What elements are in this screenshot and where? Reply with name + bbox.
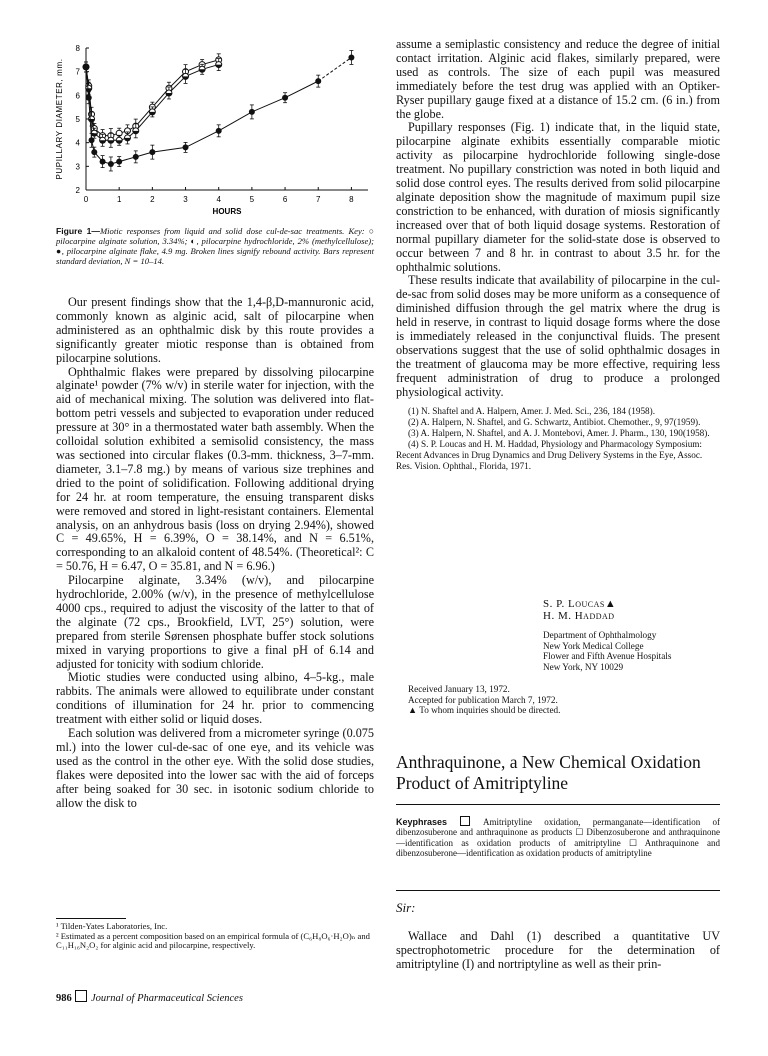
paragraph: assume a semiplastic consistency and reduce the degree of initial contact irritation. Alginic acid flakes, similarly prepared, were used as controls. The size of each pupil was measured immediately before the test drug was applied with an Optiker-Ryser pupillary gauge fixed at a distance of 15.2 cm. (6 in.) from the globe. (396, 37, 720, 121)
paragraph: These results indicate that availability of pilocarpine in the cul-de-sac from solid doses may be more uniform as a consequence of diminished diffusion through the gel matrix where the drug is held in reserve, in contrast to liquid dosage forms where the dose is immediately released in the conjunctival fluids. The present observations suggest that the use of solid ophthalmic dosages in the treatment of glaucoma may be more effective, requiring less frequent administration of drug to produce a prolonged physiological activity. (396, 273, 720, 399)
paragraph: Each solution was delivered from a micrometer syringe (0.075 ml.) into the lower cul-de-sac of one eye, and its vehicle was used as the control in the other eye. With the solid dose studies, flakes were deposited into the lower sac with the aid of forceps after being soaked for 30 sec. in isotonic sodium chloride to allow the disk to (56, 726, 374, 810)
rule-bottom (396, 890, 720, 891)
data-point (83, 64, 89, 70)
figure-1-chart (50, 40, 380, 225)
footnotes (56, 922, 374, 951)
affiliation: Department of Ophthalmology New York Medical College Flower and Fifth Avenue Hospitals New York, NY 10029 (543, 630, 672, 672)
data-point (149, 149, 155, 155)
data-point (282, 95, 288, 101)
x-tick-label: 8 (349, 195, 354, 204)
reference: (3) A. Halpern, N. Shaftel, and A. J. Montebovi, Amer. J. Pharm., 130, 190(1958). (408, 427, 710, 438)
x-tick-label: 2 (150, 195, 155, 204)
square-icon (460, 816, 470, 826)
series-line-rebound (318, 57, 351, 81)
data-point (89, 137, 95, 143)
data-point (116, 159, 122, 165)
x-axis-label: HOURS (212, 207, 242, 216)
data-point (91, 149, 97, 155)
paragraph: Pupillary responses (Fig. 1) indicate that, in the liquid state, pilocarpine alginate exhibits essentially comparable miotic activity as pilocarpine hydrochloride following single-dose treatment. No pupillary constriction was noted in both liquid and solid dose control eyes. The results derived from solid pilocarpine alginate deposition show the magnitude of maximum pupil size constriction to be enhanced, with duration of miosis significantly increased over that of both liquid dosage systems. Restoration of normal pupillary diameter for the solid-state dose is observed to occur between 7 and 8 hr. in contrast to about 3.5 hr. for the ophthalmic solutions. (396, 120, 720, 274)
authors (543, 598, 616, 622)
salutation: Sir: (396, 900, 416, 915)
y-axis-label: PUPILLARY DIAMETER, mm. (55, 58, 64, 180)
data-point (86, 95, 92, 101)
data-point (348, 54, 354, 60)
data-point (133, 154, 139, 160)
data-point (183, 144, 189, 150)
series-line (86, 67, 318, 164)
y-tick-label: 5 (75, 115, 80, 124)
x-tick-label: 6 (282, 195, 288, 204)
footnote: ² Estimated as a percent composition based on an empirical formula of (C₆H₈O₆·H₂O)ₙ and C₁₁H₁₆N₂O₂ for alginic acid and pilocarpine, respectively. (56, 930, 370, 951)
x-tick-label: 4 (216, 195, 221, 204)
data-point (249, 109, 255, 115)
keyphrases (396, 816, 720, 859)
data-point (100, 159, 106, 165)
y-tick-label: 6 (75, 91, 80, 101)
footnote: ¹ Tilden-Yates Laboratories, Inc. (56, 921, 168, 931)
reference: (2) A. Halpern, N. Shaftel, and G. Schwartz, Antibiot. Chemother., 9, 97(1959). (408, 416, 701, 427)
received-dates: Received January 13, 1972. Accepted for publication March 7, 1972. ▲ To whom inquiries should be directed. (408, 684, 561, 716)
caption-label: Figure 1— (56, 226, 101, 236)
y-tick-label: 2 (75, 186, 80, 195)
y-tick-label: 7 (75, 67, 80, 77)
keyphrases-label: Keyphrases (396, 817, 448, 827)
reference: (4) S. P. Loucas and H. M. Haddad, Physiology and Pharmacology Symposium: Recent Advances in Drug Dynamics and Drug Delivery Systems in the Eye, Assoc. Res. Vision. Ophthal., Florida, 1971. (396, 438, 703, 471)
page-number: 986 (56, 993, 72, 1004)
author: S. P. Loucas▲ (543, 598, 617, 610)
y-tick-label: 8 (75, 44, 80, 53)
caption-text: Miotic responses from liquid and solid dose cul-de-sac treatments. Key: ○ pilocarpine alginate solution, 3.34%; ◐, pilocarpine hydrochloride, 2% (methylcellulose); ●, pilocarpine alginate flake, 4.9 mg. Broken lines signify rebound activity. Bars represent standard deviation, N = 10–14. (56, 226, 374, 266)
square-icon (75, 990, 87, 1002)
paragraph: Ophthalmic flakes were prepared by dissolving pilocarpine alginate¹ powder (7% w/v) in sterile water for injection, with the aid of mechanical mixing. The solution was delivered into flat-bottom petri vessels and subjected to evaporation under reduced pressure at 30° in a thermostated water bath assembly. When the colloidal solution exhibited a semisolid consistency, the mass was sectioned into circular flakes (0.3-mm. thickness, 3–7-mm. diameter, 3.1–7.8 mg.) by means of various size trephines and dried to the point of solidification. Following additional drying for 24 hr. at room temperature, the ensuing transparent disks were removed and stored in light-resistant containers. Elemental analysis, on an anhydrous basis (loss on drying 2.94%), showed C = 49.65%, H = 6.39%, O = 38.14%, and N = 6.51%, corresponding to an alkaloid content of 48.54%. (Theoretical²: C = 50.76, H = 6.47, O = 35.81, and N = 6.96.) (56, 364, 374, 574)
journal-name: Journal of Pharmaceutical Sciences (91, 993, 243, 1004)
y-tick-label: 3 (75, 162, 80, 172)
references (396, 406, 720, 472)
paragraph: Our present findings show that the 1,4-β,D-mannuronic acid, commonly known as alginic acid, salt of pilocarpine when administered as an ophthalmic disk by this route provides a significantly greater miotic response than is obtained from pilocarpine solutions. (56, 295, 374, 365)
footnote-rule (56, 918, 126, 919)
article-body: Wallace and Dahl (1) described a quantitative UV spectrophotometric procedure for the determination of amitriptyline (I) and nortriptyline as well as their prin- (396, 929, 720, 971)
keyphrases-text: Amitriptyline oxidation, permanganate—identification of dibenzosuberone and anthraquinone as products ☐ Dibenzosuberone and anthraquinone—identification as oxidation products of amitriptyline ☐ Anthraquinone and dibenzosuberone—identification as oxidation products of amitriptyline (396, 817, 720, 859)
paragraph: Pilocarpine alginate, 3.34% (w/v), and pilocarpine hydrochloride, 2.00% (w/v), in the presence of methylcellulose 4000 cps., required to adjust the viscosity of the latter to that of the alginate (72 cps., Brookfield, LVT, 25°) solution, were prepared from sterile Sørensen phosphate buffer stock solutions mixed in varying proportions to give a final pH of 6.14 and adjusted for tonicity with sodium chloride. (56, 573, 374, 671)
left-column-body (56, 296, 374, 811)
page-footer (56, 990, 243, 1004)
data-point (108, 161, 114, 167)
x-tick-label: 0 (83, 195, 89, 204)
figure-caption (56, 226, 374, 266)
x-tick-label: 1 (116, 195, 122, 204)
right-column-body (396, 38, 720, 472)
data-point (216, 128, 222, 134)
article-title: Anthraquinone, a New Chemical Oxidation Product of Amitriptyline (396, 752, 701, 793)
data-point (315, 78, 321, 84)
paragraph: Miotic studies were conducted using albino, 4–5-kg., male rabbits. The animals were allowed to equilibrate under constant conditions of illumination for 24 hr. prior to commencing treatment with either solid or liquid doses. (56, 670, 374, 727)
y-tick-label: 4 (75, 138, 80, 148)
x-tick-label: 3 (183, 195, 188, 204)
rule-top (396, 804, 720, 805)
reference: (1) N. Shaftel and A. Halpern, Amer. J. Med. Sci., 236, 184 (1958). (408, 405, 656, 416)
x-tick-label: 5 (249, 195, 255, 204)
x-tick-label: 7 (316, 195, 321, 204)
author: H. M. Haddad (543, 610, 615, 622)
